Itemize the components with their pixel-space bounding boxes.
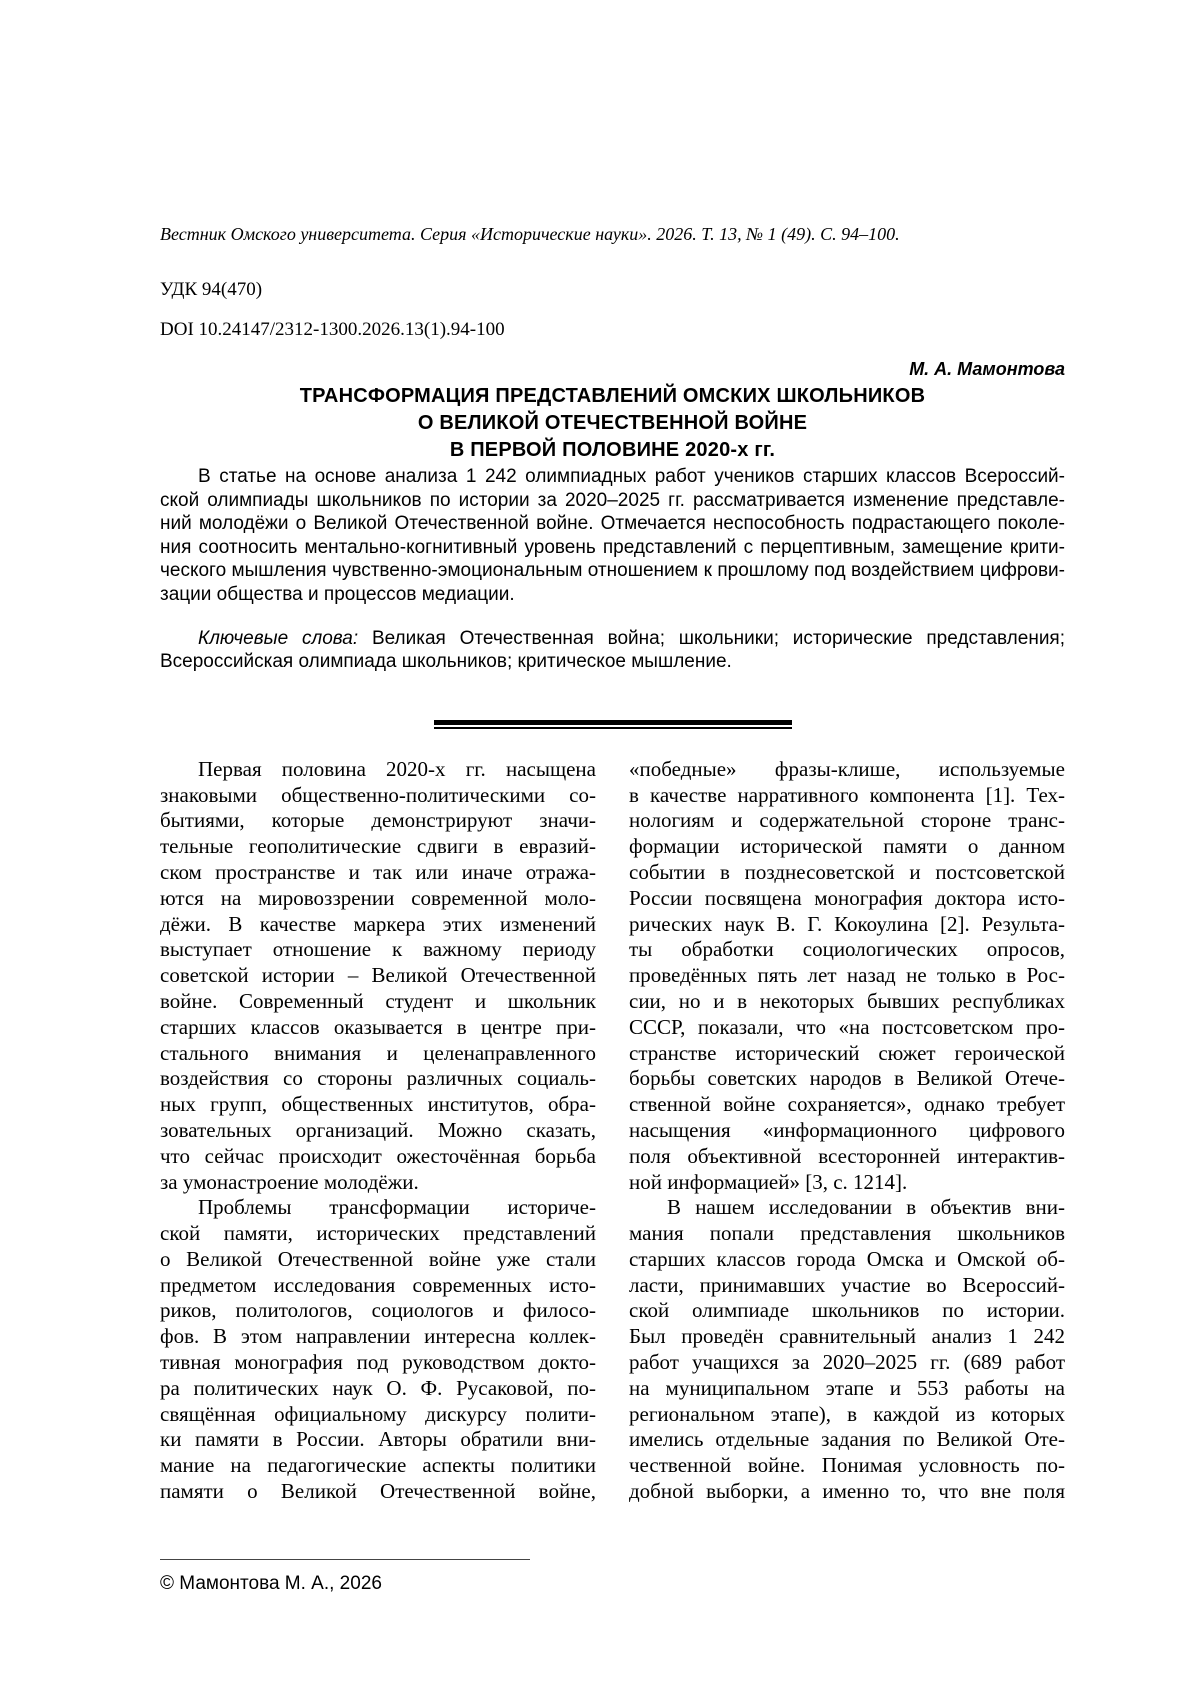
text-line: зовательных организаций. Можно сказать, <box>160 1117 596 1142</box>
text-line: тивная монография под руководством докто- <box>160 1350 596 1375</box>
text-line: Первая половина 2020-х гг. насыщена <box>198 756 596 781</box>
text-line: в качестве нарративного компонента [1]. Тех- <box>629 782 1065 807</box>
title-line-1: ТРАНСФОРМАЦИЯ ПРЕДСТАВЛЕНИЙ ОМСКИХ ШКОЛЬНИКОВ <box>299 385 926 407</box>
divider-thick-rule <box>434 720 792 725</box>
title-line-3: В ПЕРВОЙ ПОЛОВИНЕ 2020-х гг. <box>449 439 776 461</box>
left-column <box>160 757 596 1505</box>
text-line: старших классов оказывается в центре при- <box>160 1014 596 1039</box>
footnote-rule <box>160 1559 530 1560</box>
text-line: ческого мышления чувственно-эмоциональным отношением к прошлому под воздействием цифрови- <box>160 560 1065 582</box>
keywords-text: Великая Отечественная война; школьники; исторические представления; <box>371 627 1066 649</box>
author-name: М. А. Мамонтова <box>909 359 1065 379</box>
text-line: В статье на основе анализа 1 242 олимпиадных работ учеников старших классов Всероссий- <box>198 466 1065 487</box>
text-line: добной выборки, а именно то, что вне поля <box>629 1479 1065 1504</box>
text-line: поля объективной всесторонней интерактив- <box>629 1143 1065 1168</box>
text-line: войне. Современный студент и школьник <box>160 988 596 1013</box>
text-line: тельные геополитические сдвиги в евразий- <box>160 834 596 859</box>
keywords-label: Ключевые слова: <box>198 627 359 649</box>
text-line: ки памяти в России. Авторы обратили вни- <box>160 1427 596 1452</box>
text-line: фов. В этом направлении интересна коллек- <box>160 1324 596 1349</box>
text-line: сии, но и в некоторых бывших республиках <box>629 988 1065 1013</box>
text-line: дёжи. В качестве маркера этих изменений <box>160 911 596 936</box>
text-line: ской олимпиаде школьников по истории. <box>629 1298 1065 1323</box>
doi-line: DOI 10.24147/2312-1300.2026.13(1).94-100 <box>160 319 505 340</box>
text-line: работ учащихся за 2020–2025 гг. (689 работ <box>629 1350 1065 1375</box>
text-line: ния соотносить ментально-когнитивный уровень представлений с перцептивным, замещение крити- <box>160 536 1065 558</box>
abstract <box>160 465 1065 607</box>
udc-code: УДК 94(470) <box>160 279 263 300</box>
text-line: насыщения «информационного цифрового <box>629 1117 1065 1142</box>
text-line: «победные» фразы-клише, используемые <box>629 756 1065 781</box>
text-line: что сейчас происходит ожесточённая борьба <box>160 1143 596 1168</box>
text-line: ласти, принимавших участие во Всероссий- <box>629 1272 1065 1297</box>
text-line: ты обработки социологических опросов, <box>629 937 1065 962</box>
text-line: советской истории – Великой Отечественной <box>160 963 596 988</box>
text-line: Был проведён сравнительный анализ 1 242 <box>629 1324 1065 1349</box>
text-line: нологиям и содержательной стороне транс- <box>629 808 1065 833</box>
text-line: свящённая официальному дискурсу полити- <box>160 1401 596 1426</box>
text-line: старших классов города Омска и Омской об- <box>629 1246 1065 1271</box>
right-column <box>629 757 1065 1505</box>
article-title <box>160 383 1065 464</box>
text-line: риков, политологов, социологов и филосо- <box>160 1298 596 1323</box>
text-line: В нашем исследовании в объектив вни- <box>667 1195 1065 1220</box>
text-line: предметом исследования современных исто- <box>160 1272 596 1297</box>
text-line: ской олимпиады школьников по истории за 2020–2025 гг. рассматривается изменение представле- <box>160 489 1065 511</box>
text-line: памяти о Великой Отечественной войне, <box>160 1479 596 1504</box>
text-line: мания попали представления школьников <box>629 1221 1065 1246</box>
text-line: воздействия со стороны различных социаль- <box>160 1066 596 1091</box>
text-line: ной информацией» [3, с. 1214]. <box>629 1169 908 1194</box>
text-line: рических наук В. Г. Кокоулина [2]. Результа- <box>629 911 1065 936</box>
text-line: странстве исторический сюжет героической <box>629 1040 1065 1065</box>
keywords-line-1 <box>160 627 1065 651</box>
body-columns <box>160 757 1065 1505</box>
copyright-line: © Мамонтова М. А., 2026 <box>160 1572 382 1594</box>
divider-thin-rule <box>434 727 792 729</box>
text-line: ются на мировоззрении современной моло- <box>160 885 596 910</box>
text-line: о Великой Отечественной войне уже стали <box>160 1246 596 1271</box>
section-divider <box>434 720 792 729</box>
text-line: зации общества и процессов медиации. <box>160 583 515 605</box>
text-line: знаковыми общественно-политическими со- <box>160 782 596 807</box>
text-line: борьбы советских народов в Великой Отече- <box>629 1066 1065 1091</box>
text-line: имелись отдельные задания по Великой Оте- <box>629 1427 1065 1452</box>
journal-header: Вестник Омского университета. Серия «Исторические науки». 2026. Т. 13, № 1 (49). С. 94–100. <box>160 224 900 244</box>
text-line: мание на педагогические аспекты политики <box>160 1453 596 1478</box>
text-line: за умонастроение молодёжи. <box>160 1169 419 1194</box>
text-line: бытиями, которые демонстрируют значи- <box>160 808 596 833</box>
text-line: ний молодёжи о Великой Отечественной войне. Отмечается неспособность подрастающего поколе- <box>160 513 1065 535</box>
text-line: проведённых пять лет назад не только в Рос- <box>629 963 1065 988</box>
text-line: ра политических наук О. Ф. Русаковой, по- <box>160 1375 596 1400</box>
keywords <box>160 627 1065 674</box>
text-line: чественной войне. Понимая условность по- <box>629 1453 1065 1478</box>
text-line: событии в позднесоветской и постсоветской <box>629 859 1065 884</box>
text-line: региональном этапе), в каждой из которых <box>629 1401 1065 1426</box>
text-line: на муниципальном этапе и 553 работы на <box>629 1375 1065 1400</box>
keywords-line-2: Всероссийская олимпиада школьников; критическое мышление. <box>160 651 732 673</box>
text-line: ных групп, общественных институтов, обра- <box>160 1092 596 1117</box>
text-line: Проблемы трансформации историче- <box>198 1195 596 1220</box>
text-line: ской памяти, исторических представлений <box>160 1221 596 1246</box>
text-line: СССР, показали, что «на постсоветском про- <box>629 1014 1065 1039</box>
text-line: формации исторической памяти о данном <box>629 834 1065 859</box>
text-line: России посвящена монография доктора исто- <box>629 885 1065 910</box>
text-line: ском пространстве и так или иначе отража- <box>160 859 596 884</box>
text-line: выступает отношение к важному периоду <box>160 937 596 962</box>
title-line-2: О ВЕЛИКОЙ ОТЕЧЕСТВЕННОЙ ВОЙНЕ <box>417 412 808 434</box>
text-line: ственной войне сохраняется», однако требует <box>629 1092 1065 1117</box>
text-line: стального внимания и целенаправленного <box>160 1040 596 1065</box>
